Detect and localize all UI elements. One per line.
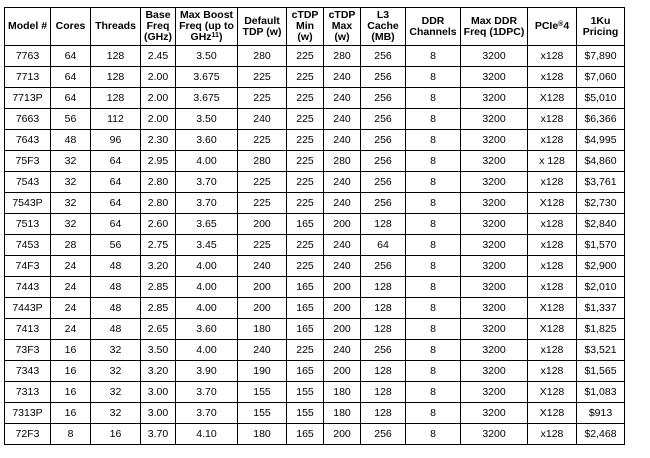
cell-default-tdp: 280 bbox=[238, 151, 287, 172]
cell-max-boost: 3.60 bbox=[176, 319, 238, 340]
cell-threads: 96 bbox=[91, 130, 141, 151]
cell-l3-cache: 256 bbox=[361, 172, 406, 193]
table-row bbox=[5, 382, 625, 403]
cell-pcie: x128 bbox=[528, 235, 577, 256]
cell-base-freq: 2.30 bbox=[141, 130, 176, 151]
cell-threads: 64 bbox=[91, 151, 141, 172]
cell-pricing: $2,730 bbox=[577, 193, 625, 214]
header-cores: Cores bbox=[51, 8, 91, 46]
cell-pricing: $2,900 bbox=[577, 256, 625, 277]
cell-model: 7413 bbox=[5, 319, 51, 340]
cell-ddr-channels: 8 bbox=[406, 340, 461, 361]
cell-cores: 32 bbox=[51, 151, 91, 172]
cell-pcie: X128 bbox=[528, 382, 577, 403]
cell-max-ddr-freq: 3200 bbox=[461, 109, 528, 130]
cell-max-ddr-freq: 3200 bbox=[461, 319, 528, 340]
table-row bbox=[5, 46, 625, 67]
footnote-marker: 11 bbox=[211, 32, 219, 39]
cell-ctdp-max: 200 bbox=[324, 424, 361, 445]
cell-ddr-channels: 8 bbox=[406, 382, 461, 403]
cell-l3-cache: 128 bbox=[361, 403, 406, 424]
cell-max-boost: 3.45 bbox=[176, 235, 238, 256]
cell-pricing: $1,825 bbox=[577, 319, 625, 340]
cell-default-tdp: 180 bbox=[238, 424, 287, 445]
cell-ctdp-min: 225 bbox=[287, 256, 324, 277]
cell-pricing: $2,840 bbox=[577, 214, 625, 235]
cell-ctdp-min: 225 bbox=[287, 67, 324, 88]
cell-pcie: X128 bbox=[528, 193, 577, 214]
cell-pcie: x128 bbox=[528, 172, 577, 193]
cell-model: 7313P bbox=[5, 403, 51, 424]
cell-ctdp-min: 165 bbox=[287, 319, 324, 340]
cell-default-tdp: 180 bbox=[238, 319, 287, 340]
table-row bbox=[5, 172, 625, 193]
cell-model: 73F3 bbox=[5, 340, 51, 361]
table-row bbox=[5, 151, 625, 172]
cell-model: 7713P bbox=[5, 88, 51, 109]
cell-ctdp-max: 280 bbox=[324, 46, 361, 67]
cell-model: 7313 bbox=[5, 382, 51, 403]
cell-model: 7443P bbox=[5, 298, 51, 319]
cell-cores: 64 bbox=[51, 67, 91, 88]
spec-table-container bbox=[4, 7, 625, 445]
cell-default-tdp: 155 bbox=[238, 403, 287, 424]
cell-default-tdp: 240 bbox=[238, 340, 287, 361]
header-ctdp-max: cTDP Max (w) bbox=[324, 8, 361, 46]
cell-model: 75F3 bbox=[5, 151, 51, 172]
cell-max-ddr-freq: 3200 bbox=[461, 193, 528, 214]
cell-ddr-channels: 8 bbox=[406, 298, 461, 319]
cell-l3-cache: 128 bbox=[361, 361, 406, 382]
cell-threads: 56 bbox=[91, 235, 141, 256]
cell-threads: 32 bbox=[91, 403, 141, 424]
header-model: Model # bbox=[5, 8, 51, 46]
cell-l3-cache: 256 bbox=[361, 424, 406, 445]
cell-default-tdp: 225 bbox=[238, 130, 287, 151]
cell-max-ddr-freq: 3200 bbox=[461, 235, 528, 256]
cell-ddr-channels: 8 bbox=[406, 235, 461, 256]
cell-ctdp-min: 155 bbox=[287, 382, 324, 403]
cell-pricing: $913 bbox=[577, 403, 625, 424]
cell-l3-cache: 128 bbox=[361, 298, 406, 319]
cell-ctdp-max: 240 bbox=[324, 193, 361, 214]
cell-ctdp-min: 225 bbox=[287, 235, 324, 256]
cell-base-freq: 3.00 bbox=[141, 403, 176, 424]
cell-max-boost: 4.00 bbox=[176, 298, 238, 319]
cell-base-freq: 2.00 bbox=[141, 67, 176, 88]
cell-ddr-channels: 8 bbox=[406, 424, 461, 445]
cell-ctdp-max: 200 bbox=[324, 298, 361, 319]
cell-pcie: x128 bbox=[528, 46, 577, 67]
cell-ctdp-max: 180 bbox=[324, 382, 361, 403]
cell-ddr-channels: 8 bbox=[406, 214, 461, 235]
cell-default-tdp: 155 bbox=[238, 382, 287, 403]
cell-max-ddr-freq: 3200 bbox=[461, 214, 528, 235]
header-ddr-channels: DDR Channels bbox=[406, 8, 461, 46]
cell-default-tdp: 200 bbox=[238, 298, 287, 319]
cell-max-ddr-freq: 3200 bbox=[461, 361, 528, 382]
cell-pcie: x128 bbox=[528, 214, 577, 235]
cell-cores: 16 bbox=[51, 382, 91, 403]
cell-ddr-channels: 8 bbox=[406, 88, 461, 109]
cell-pcie: x128 bbox=[528, 361, 577, 382]
cell-pricing: $2,468 bbox=[577, 424, 625, 445]
cell-max-boost: 3.90 bbox=[176, 361, 238, 382]
cell-default-tdp: 240 bbox=[238, 256, 287, 277]
cell-cores: 24 bbox=[51, 256, 91, 277]
cell-ctdp-min: 165 bbox=[287, 214, 324, 235]
cell-max-ddr-freq: 3200 bbox=[461, 277, 528, 298]
header-l3-cache: L3 Cache (MB) bbox=[361, 8, 406, 46]
cell-max-boost: 3.60 bbox=[176, 130, 238, 151]
cell-pricing: $1,083 bbox=[577, 382, 625, 403]
cell-pcie: X128 bbox=[528, 403, 577, 424]
cell-ctdp-min: 165 bbox=[287, 361, 324, 382]
cell-pricing: $3,761 bbox=[577, 172, 625, 193]
cell-max-ddr-freq: 3200 bbox=[461, 340, 528, 361]
cell-cores: 8 bbox=[51, 424, 91, 445]
cell-l3-cache: 256 bbox=[361, 46, 406, 67]
cell-ddr-channels: 8 bbox=[406, 109, 461, 130]
cpu-spec-table bbox=[4, 7, 625, 445]
cell-cores: 48 bbox=[51, 130, 91, 151]
cell-cores: 32 bbox=[51, 214, 91, 235]
cell-max-boost: 3.70 bbox=[176, 172, 238, 193]
cell-threads: 32 bbox=[91, 340, 141, 361]
cell-ddr-channels: 8 bbox=[406, 46, 461, 67]
cell-threads: 128 bbox=[91, 88, 141, 109]
cell-threads: 48 bbox=[91, 256, 141, 277]
cell-max-boost: 3.70 bbox=[176, 193, 238, 214]
cell-l3-cache: 256 bbox=[361, 340, 406, 361]
cell-default-tdp: 280 bbox=[238, 46, 287, 67]
cell-ctdp-max: 200 bbox=[324, 319, 361, 340]
cell-max-ddr-freq: 3200 bbox=[461, 88, 528, 109]
cell-pcie: x128 bbox=[528, 340, 577, 361]
cell-model: 7543P bbox=[5, 193, 51, 214]
cell-ddr-channels: 8 bbox=[406, 361, 461, 382]
cell-cores: 24 bbox=[51, 277, 91, 298]
cell-pcie: X128 bbox=[528, 298, 577, 319]
cell-model: 7713 bbox=[5, 67, 51, 88]
cell-default-tdp: 225 bbox=[238, 88, 287, 109]
cell-l3-cache: 128 bbox=[361, 214, 406, 235]
cell-ctdp-max: 240 bbox=[324, 340, 361, 361]
cell-ctdp-max: 240 bbox=[324, 88, 361, 109]
cell-cores: 32 bbox=[51, 193, 91, 214]
cell-ctdp-min: 165 bbox=[287, 298, 324, 319]
cell-model: 7343 bbox=[5, 361, 51, 382]
cell-base-freq: 3.00 bbox=[141, 382, 176, 403]
table-row bbox=[5, 277, 625, 298]
table-row bbox=[5, 361, 625, 382]
cell-max-boost: 4.10 bbox=[176, 424, 238, 445]
cell-ctdp-min: 225 bbox=[287, 172, 324, 193]
table-row bbox=[5, 340, 625, 361]
cell-cores: 16 bbox=[51, 340, 91, 361]
cell-ctdp-min: 225 bbox=[287, 130, 324, 151]
cell-l3-cache: 256 bbox=[361, 256, 406, 277]
cell-model: 7453 bbox=[5, 235, 51, 256]
cell-ddr-channels: 8 bbox=[406, 172, 461, 193]
cell-model: 7543 bbox=[5, 172, 51, 193]
cell-max-boost: 3.65 bbox=[176, 214, 238, 235]
header-row bbox=[5, 8, 625, 46]
cell-base-freq: 3.20 bbox=[141, 361, 176, 382]
cell-pcie: x 128 bbox=[528, 151, 577, 172]
cell-threads: 32 bbox=[91, 382, 141, 403]
cell-cores: 24 bbox=[51, 319, 91, 340]
cell-pcie: X128 bbox=[528, 88, 577, 109]
cell-l3-cache: 256 bbox=[361, 193, 406, 214]
table-row bbox=[5, 214, 625, 235]
cell-max-ddr-freq: 3200 bbox=[461, 298, 528, 319]
cell-base-freq: 3.70 bbox=[141, 424, 176, 445]
cell-ddr-channels: 8 bbox=[406, 256, 461, 277]
cell-ctdp-max: 240 bbox=[324, 235, 361, 256]
cell-max-ddr-freq: 3200 bbox=[461, 172, 528, 193]
header-pricing: 1Ku Pricing bbox=[577, 8, 625, 46]
cell-ddr-channels: 8 bbox=[406, 277, 461, 298]
cell-threads: 64 bbox=[91, 193, 141, 214]
cell-default-tdp: 225 bbox=[238, 193, 287, 214]
cell-pricing: $4,995 bbox=[577, 130, 625, 151]
cell-model: 7663 bbox=[5, 109, 51, 130]
cell-max-boost: 3.70 bbox=[176, 403, 238, 424]
cell-max-boost: 3.675 bbox=[176, 67, 238, 88]
cell-pcie: x128 bbox=[528, 277, 577, 298]
registered-mark: ® bbox=[558, 21, 564, 28]
cell-l3-cache: 256 bbox=[361, 130, 406, 151]
cell-ctdp-min: 225 bbox=[287, 151, 324, 172]
cell-default-tdp: 225 bbox=[238, 235, 287, 256]
cell-threads: 128 bbox=[91, 46, 141, 67]
cell-base-freq: 2.80 bbox=[141, 193, 176, 214]
cell-base-freq: 2.00 bbox=[141, 88, 176, 109]
cell-ddr-channels: 8 bbox=[406, 319, 461, 340]
cell-l3-cache: 64 bbox=[361, 235, 406, 256]
cell-ctdp-min: 165 bbox=[287, 277, 324, 298]
cell-pcie: x128 bbox=[528, 256, 577, 277]
cell-default-tdp: 190 bbox=[238, 361, 287, 382]
cell-pricing: $1,565 bbox=[577, 361, 625, 382]
cell-ctdp-min: 225 bbox=[287, 109, 324, 130]
cell-base-freq: 3.50 bbox=[141, 340, 176, 361]
cell-default-tdp: 200 bbox=[238, 214, 287, 235]
cell-threads: 16 bbox=[91, 424, 141, 445]
cell-threads: 64 bbox=[91, 172, 141, 193]
cell-cores: 24 bbox=[51, 298, 91, 319]
cell-l3-cache: 128 bbox=[361, 319, 406, 340]
table-row bbox=[5, 298, 625, 319]
cell-l3-cache: 256 bbox=[361, 109, 406, 130]
cell-max-ddr-freq: 3200 bbox=[461, 151, 528, 172]
cell-ctdp-min: 225 bbox=[287, 46, 324, 67]
cell-ddr-channels: 8 bbox=[406, 130, 461, 151]
table-row bbox=[5, 424, 625, 445]
table-row bbox=[5, 319, 625, 340]
cell-max-ddr-freq: 3200 bbox=[461, 424, 528, 445]
cell-base-freq: 2.00 bbox=[141, 109, 176, 130]
cell-cores: 64 bbox=[51, 88, 91, 109]
cell-max-boost: 3.675 bbox=[176, 88, 238, 109]
cell-max-boost: 4.00 bbox=[176, 340, 238, 361]
cell-l3-cache: 256 bbox=[361, 151, 406, 172]
cell-threads: 32 bbox=[91, 361, 141, 382]
cell-threads: 48 bbox=[91, 319, 141, 340]
cell-pcie: x128 bbox=[528, 109, 577, 130]
cell-base-freq: 2.65 bbox=[141, 319, 176, 340]
cell-l3-cache: 128 bbox=[361, 277, 406, 298]
cell-pricing: $2,010 bbox=[577, 277, 625, 298]
cell-base-freq: 2.80 bbox=[141, 172, 176, 193]
cell-pricing: $3,521 bbox=[577, 340, 625, 361]
cell-ctdp-max: 200 bbox=[324, 214, 361, 235]
cell-model: 72F3 bbox=[5, 424, 51, 445]
header-base-freq: Base Freq (GHz) bbox=[141, 8, 176, 46]
cell-threads: 128 bbox=[91, 67, 141, 88]
cell-max-boost: 3.50 bbox=[176, 109, 238, 130]
cell-ctdp-min: 225 bbox=[287, 193, 324, 214]
cell-ctdp-min: 225 bbox=[287, 340, 324, 361]
cell-ctdp-max: 200 bbox=[324, 361, 361, 382]
cell-cores: 64 bbox=[51, 46, 91, 67]
header-threads: Threads bbox=[91, 8, 141, 46]
cell-max-ddr-freq: 3200 bbox=[461, 67, 528, 88]
table-row bbox=[5, 256, 625, 277]
cell-cores: 16 bbox=[51, 403, 91, 424]
cell-pcie: X128 bbox=[528, 319, 577, 340]
cell-l3-cache: 128 bbox=[361, 382, 406, 403]
table-row bbox=[5, 67, 625, 88]
cell-pricing: $6,366 bbox=[577, 109, 625, 130]
table-row bbox=[5, 88, 625, 109]
table-row bbox=[5, 235, 625, 256]
cell-cores: 28 bbox=[51, 235, 91, 256]
cell-ddr-channels: 8 bbox=[406, 403, 461, 424]
cell-base-freq: 3.20 bbox=[141, 256, 176, 277]
cell-max-boost: 3.50 bbox=[176, 46, 238, 67]
cell-default-tdp: 225 bbox=[238, 172, 287, 193]
cell-ddr-channels: 8 bbox=[406, 193, 461, 214]
cell-pcie: x128 bbox=[528, 424, 577, 445]
header-max-boost-freq: Max Boost Freq (up to GHz$^{11}$) bbox=[176, 8, 238, 46]
header-default-tdp: Default TDP (w) bbox=[238, 8, 287, 46]
cell-default-tdp: 240 bbox=[238, 109, 287, 130]
cell-cores: 32 bbox=[51, 172, 91, 193]
cell-ctdp-max: 200 bbox=[324, 277, 361, 298]
cell-base-freq: 2.60 bbox=[141, 214, 176, 235]
cell-pricing: $7,060 bbox=[577, 67, 625, 88]
cell-threads: 48 bbox=[91, 277, 141, 298]
cell-threads: 64 bbox=[91, 214, 141, 235]
cell-ctdp-max: 280 bbox=[324, 151, 361, 172]
cell-base-freq: 2.85 bbox=[141, 298, 176, 319]
cell-pcie: x128 bbox=[528, 130, 577, 151]
header-ctdp-min: cTDP Min (w) bbox=[287, 8, 324, 46]
cell-max-ddr-freq: 3200 bbox=[461, 46, 528, 67]
cell-model: 74F3 bbox=[5, 256, 51, 277]
cell-model: 7513 bbox=[5, 214, 51, 235]
table-body bbox=[5, 46, 625, 445]
cell-pricing: $1,337 bbox=[577, 298, 625, 319]
cell-base-freq: 2.75 bbox=[141, 235, 176, 256]
cell-max-ddr-freq: 3200 bbox=[461, 256, 528, 277]
cell-model: 7443 bbox=[5, 277, 51, 298]
cell-max-boost: 4.00 bbox=[176, 277, 238, 298]
table-row bbox=[5, 193, 625, 214]
cell-cores: 56 bbox=[51, 109, 91, 130]
cell-ctdp-max: 240 bbox=[324, 130, 361, 151]
cell-pricing: $5,010 bbox=[577, 88, 625, 109]
cell-pcie: x128 bbox=[528, 67, 577, 88]
table-row bbox=[5, 403, 625, 424]
cell-ctdp-max: 240 bbox=[324, 67, 361, 88]
cell-ctdp-min: 155 bbox=[287, 403, 324, 424]
cell-ddr-channels: 8 bbox=[406, 67, 461, 88]
cell-threads: 48 bbox=[91, 298, 141, 319]
cell-ctdp-min: 165 bbox=[287, 424, 324, 445]
cell-threads: 112 bbox=[91, 109, 141, 130]
cell-default-tdp: 200 bbox=[238, 277, 287, 298]
cell-base-freq: 2.95 bbox=[141, 151, 176, 172]
cell-model: 7763 bbox=[5, 46, 51, 67]
cell-max-ddr-freq: 3200 bbox=[461, 382, 528, 403]
cell-ctdp-max: 240 bbox=[324, 172, 361, 193]
cell-model: 7643 bbox=[5, 130, 51, 151]
table-row bbox=[5, 109, 625, 130]
cell-base-freq: 2.45 bbox=[141, 46, 176, 67]
cell-pricing: $1,570 bbox=[577, 235, 625, 256]
cell-ctdp-max: 240 bbox=[324, 256, 361, 277]
cell-ddr-channels: 8 bbox=[406, 151, 461, 172]
cell-max-boost: 4.00 bbox=[176, 256, 238, 277]
cell-max-boost: 3.70 bbox=[176, 382, 238, 403]
cell-max-ddr-freq: 3200 bbox=[461, 130, 528, 151]
cell-l3-cache: 256 bbox=[361, 88, 406, 109]
table-row bbox=[5, 130, 625, 151]
cell-cores: 16 bbox=[51, 361, 91, 382]
cell-pricing: $7,890 bbox=[577, 46, 625, 67]
cell-default-tdp: 225 bbox=[238, 67, 287, 88]
cell-pricing: $4,860 bbox=[577, 151, 625, 172]
cell-ctdp-max: 180 bbox=[324, 403, 361, 424]
cell-max-ddr-freq: 3200 bbox=[461, 403, 528, 424]
cell-max-boost: 4.00 bbox=[176, 151, 238, 172]
header-max-ddr-freq: Max DDR Freq (1DPC) bbox=[461, 8, 528, 46]
cell-base-freq: 2.85 bbox=[141, 277, 176, 298]
cell-ctdp-min: 225 bbox=[287, 88, 324, 109]
header-pcie: PCIe®4 bbox=[528, 8, 577, 46]
cell-l3-cache: 256 bbox=[361, 67, 406, 88]
cell-ctdp-max: 240 bbox=[324, 109, 361, 130]
